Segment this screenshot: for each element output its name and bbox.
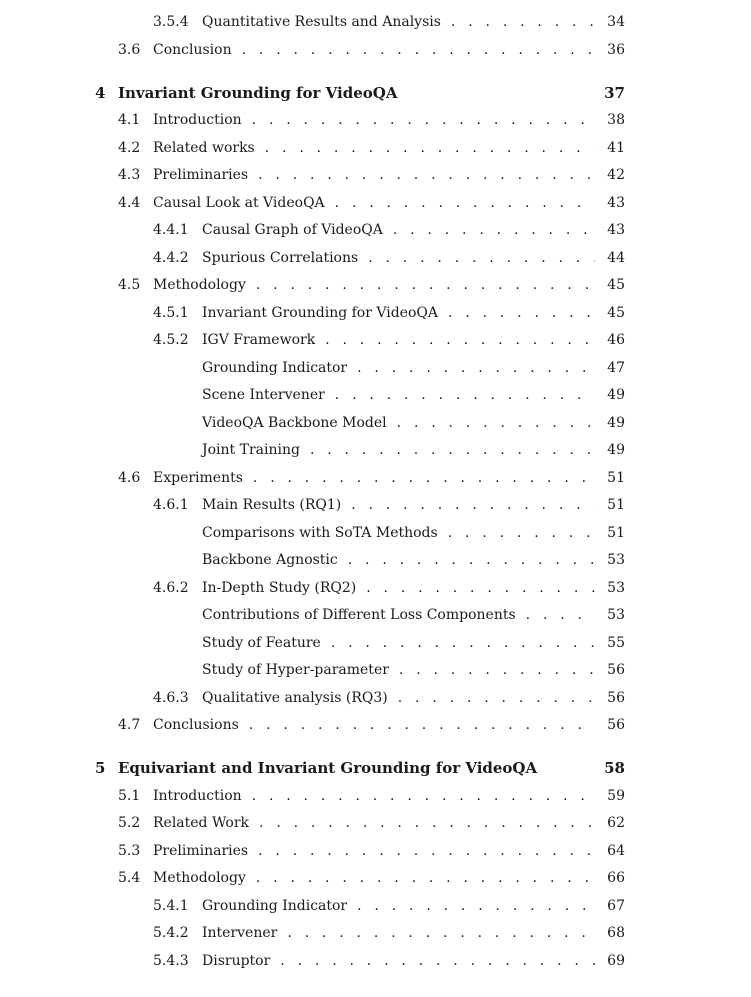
toc-page-number: 47	[607, 360, 625, 376]
toc-page-number: 69	[607, 953, 625, 969]
toc-entry-title: Conclusion	[153, 42, 232, 58]
toc-dot-leader	[357, 357, 595, 379]
toc-entry-title: Invariant Grounding for VideoQA	[118, 84, 398, 102]
toc-dot-leader	[366, 577, 595, 599]
toc-entry[interactable]	[0, 867, 751, 889]
toc-entry-number: 5.2	[118, 815, 141, 831]
toc-entry[interactable]	[0, 384, 751, 406]
toc-entry[interactable]	[0, 274, 751, 296]
toc-page-number: 49	[607, 387, 625, 403]
toc-dot-leader	[258, 840, 595, 862]
toc-entry-title: VideoQA Backbone Model	[202, 415, 387, 431]
toc-entry[interactable]	[0, 922, 751, 944]
toc-dot-leader	[253, 467, 595, 489]
toc-page-number: 51	[607, 525, 625, 541]
toc-entry[interactable]	[0, 412, 751, 434]
toc-page-number: 42	[607, 167, 625, 183]
toc-chapter[interactable]	[0, 757, 751, 779]
toc-entry-number: 5	[95, 759, 106, 777]
toc-dot-leader	[335, 384, 595, 406]
toc-entry-number: 5.4	[118, 870, 141, 886]
toc-page-number: 34	[607, 14, 625, 30]
toc-entry-title: Backbone Agnostic	[202, 552, 338, 568]
toc-dot-leader	[310, 439, 595, 461]
toc-page-number: 59	[607, 788, 625, 804]
toc-entry-title: Equivariant and Invariant Grounding for VideoQA	[118, 759, 538, 777]
toc-dot-leader	[526, 604, 595, 626]
toc-dot-leader	[256, 867, 595, 889]
toc-entry-number: 4.6	[118, 470, 141, 486]
toc-page-number: 53	[607, 552, 625, 568]
toc-dot-leader	[351, 494, 595, 516]
toc-entry-title: Disruptor	[202, 953, 271, 969]
toc-entry-number: 4.7	[118, 717, 141, 733]
toc-entry-title: Methodology	[153, 870, 246, 886]
toc-dot-leader	[448, 522, 595, 544]
toc-entry-number: 4.2	[118, 140, 141, 156]
toc-page-number: 67	[607, 898, 625, 914]
toc-dot-leader	[249, 714, 595, 736]
toc-entry-title: Preliminaries	[153, 167, 249, 183]
toc-entry[interactable]	[0, 687, 751, 709]
toc-dot-leader	[280, 950, 595, 972]
toc-entry-number: 4.6.3	[153, 690, 189, 706]
toc-page-number: 64	[607, 843, 625, 859]
toc-entry[interactable]	[0, 357, 751, 379]
toc-entry[interactable]	[0, 950, 751, 972]
toc-entry-number: 5.4.2	[153, 925, 189, 941]
toc-entry-number: 4.4	[118, 195, 141, 211]
toc-page-number: 41	[607, 140, 625, 156]
toc-entry[interactable]	[0, 785, 751, 807]
toc-dot-leader	[258, 164, 595, 186]
toc-entry-number: 3.6	[118, 42, 141, 58]
toc-page-number: 49	[607, 442, 625, 458]
toc-entry-title: Related works	[153, 140, 255, 156]
toc-page-number: 68	[607, 925, 625, 941]
toc-page-number: 45	[607, 277, 625, 293]
toc-page-number: 51	[607, 470, 625, 486]
toc-page-number: 56	[607, 662, 625, 678]
toc-entry-title: Introduction	[153, 788, 242, 804]
toc-entry-title: Invariant Grounding for VideoQA	[202, 305, 438, 321]
toc-page-number: 46	[607, 332, 625, 348]
toc-entry-title: Study of Feature	[202, 635, 321, 651]
toc-entry-title: Scene Intervener	[202, 387, 325, 403]
toc-dot-leader	[265, 137, 595, 159]
toc-chapter[interactable]	[0, 82, 751, 104]
toc-page-number: 45	[607, 305, 625, 321]
toc-entry[interactable]	[0, 467, 751, 489]
toc-page-number: 43	[607, 222, 625, 238]
toc-dot-leader	[448, 302, 595, 324]
toc-entry[interactable]	[0, 219, 751, 241]
toc-entry[interactable]	[0, 895, 751, 917]
toc-entry-title: Contributions of Different Loss Components	[202, 607, 516, 623]
toc-entry-number: 4.6.1	[153, 497, 189, 513]
toc-entry[interactable]	[0, 109, 751, 131]
toc-entry-title: Study of Hyper-parameter	[202, 662, 389, 678]
toc-dot-leader	[252, 785, 595, 807]
toc-entry-title: Introduction	[153, 112, 242, 128]
toc-entry[interactable]	[0, 192, 751, 214]
toc-dot-leader	[252, 109, 595, 131]
toc-page-number: 55	[607, 635, 625, 651]
toc-dot-leader	[331, 632, 595, 654]
toc-dot-leader	[259, 812, 595, 834]
toc-entry-number: 5.4.3	[153, 953, 189, 969]
toc-entry[interactable]	[0, 812, 751, 834]
toc-entry[interactable]	[0, 247, 751, 269]
toc-entry[interactable]	[0, 494, 751, 516]
toc-dot-leader	[357, 895, 595, 917]
toc-page-number: 37	[604, 84, 625, 102]
toc-entry-title: IGV Framework	[202, 332, 316, 348]
toc-entry-number: 4.1	[118, 112, 141, 128]
toc-entry-number: 5.1	[118, 788, 141, 804]
toc-dot-leader	[398, 687, 595, 709]
toc-dot-leader	[399, 659, 595, 681]
toc-entry-number: 4.3	[118, 167, 141, 183]
toc-entry-number: 4.4.2	[153, 250, 189, 266]
toc-entry[interactable]	[0, 439, 751, 461]
toc-entry-title: Related Work	[153, 815, 250, 831]
toc-entry-number: 4.6.2	[153, 580, 189, 596]
toc-entry-title: Quantitative Results and Analysis	[202, 14, 441, 30]
toc-dot-leader	[256, 274, 595, 296]
toc-entry-title: Preliminaries	[153, 843, 249, 859]
toc-page-number: 49	[607, 415, 625, 431]
toc-entry-title: In-Depth Study (RQ2)	[202, 580, 357, 596]
toc-entry[interactable]	[0, 137, 751, 159]
toc-entry[interactable]	[0, 522, 751, 544]
toc-dot-leader	[348, 549, 595, 571]
toc-entry-title: Main Results (RQ1)	[202, 497, 342, 513]
toc-entry-number: 4	[95, 84, 106, 102]
toc-entry-title: Spurious Correlations	[202, 250, 359, 266]
toc-page-number: 56	[607, 690, 625, 706]
toc-entry-number: 4.5.2	[153, 332, 189, 348]
toc-entry-title: Grounding Indicator	[202, 360, 348, 376]
toc-entry-title: Grounding Indicator	[202, 898, 348, 914]
toc-entry-title: Experiments	[153, 470, 243, 486]
toc-entry-number: 5.4.1	[153, 898, 189, 914]
toc-entry-number: 3.5.4	[153, 14, 189, 30]
toc-entry-number: 4.5.1	[153, 305, 189, 321]
toc-entry-number: 4.4.1	[153, 222, 189, 238]
toc-page-number: 51	[607, 497, 625, 513]
toc-entry-title: Methodology	[153, 277, 246, 293]
toc-entry[interactable]	[0, 840, 751, 862]
toc-entry[interactable]	[0, 164, 751, 186]
toc-entry-title: Causal Look at VideoQA	[153, 195, 325, 211]
toc-page-number: 38	[607, 112, 625, 128]
toc-dot-leader	[397, 412, 595, 434]
toc-dot-leader	[393, 219, 595, 241]
toc-dot-leader	[368, 247, 595, 269]
toc-dot-leader	[242, 39, 595, 61]
toc-entry-title: Causal Graph of VideoQA	[202, 222, 383, 238]
toc-page-number: 62	[607, 815, 625, 831]
toc-page-number: 53	[607, 580, 625, 596]
toc-entry[interactable]	[0, 302, 751, 324]
toc-entry-title: Conclusions	[153, 717, 239, 733]
toc-dot-leader	[335, 192, 595, 214]
toc-dot-leader	[451, 11, 595, 33]
toc-page-number: 36	[607, 42, 625, 58]
toc-entry[interactable]	[0, 659, 751, 681]
toc-entry-title: Joint Training	[202, 442, 300, 458]
toc-dot-leader	[325, 329, 595, 351]
toc-entry[interactable]	[0, 577, 751, 599]
toc-page-number: 58	[604, 759, 625, 777]
toc-page-number: 53	[607, 607, 625, 623]
toc-entry[interactable]	[0, 632, 751, 654]
toc-page-number: 44	[607, 250, 625, 266]
toc-entry[interactable]	[0, 604, 751, 626]
toc-page-number: 66	[607, 870, 625, 886]
toc-entry[interactable]	[0, 39, 751, 61]
toc-entry[interactable]	[0, 11, 751, 33]
toc-page-number: 56	[607, 717, 625, 733]
toc-page-number: 43	[607, 195, 625, 211]
toc-dot-leader	[287, 922, 595, 944]
toc-entry-number: 5.3	[118, 843, 141, 859]
toc-entry-title: Qualitative analysis (RQ3)	[202, 690, 388, 706]
toc-entry-title: Intervener	[202, 925, 278, 941]
toc-entry[interactable]	[0, 714, 751, 736]
toc-entry-title: Comparisons with SoTA Methods	[202, 525, 438, 541]
toc-entry[interactable]	[0, 549, 751, 571]
toc-entry-number: 4.5	[118, 277, 141, 293]
toc-entry[interactable]	[0, 329, 751, 351]
